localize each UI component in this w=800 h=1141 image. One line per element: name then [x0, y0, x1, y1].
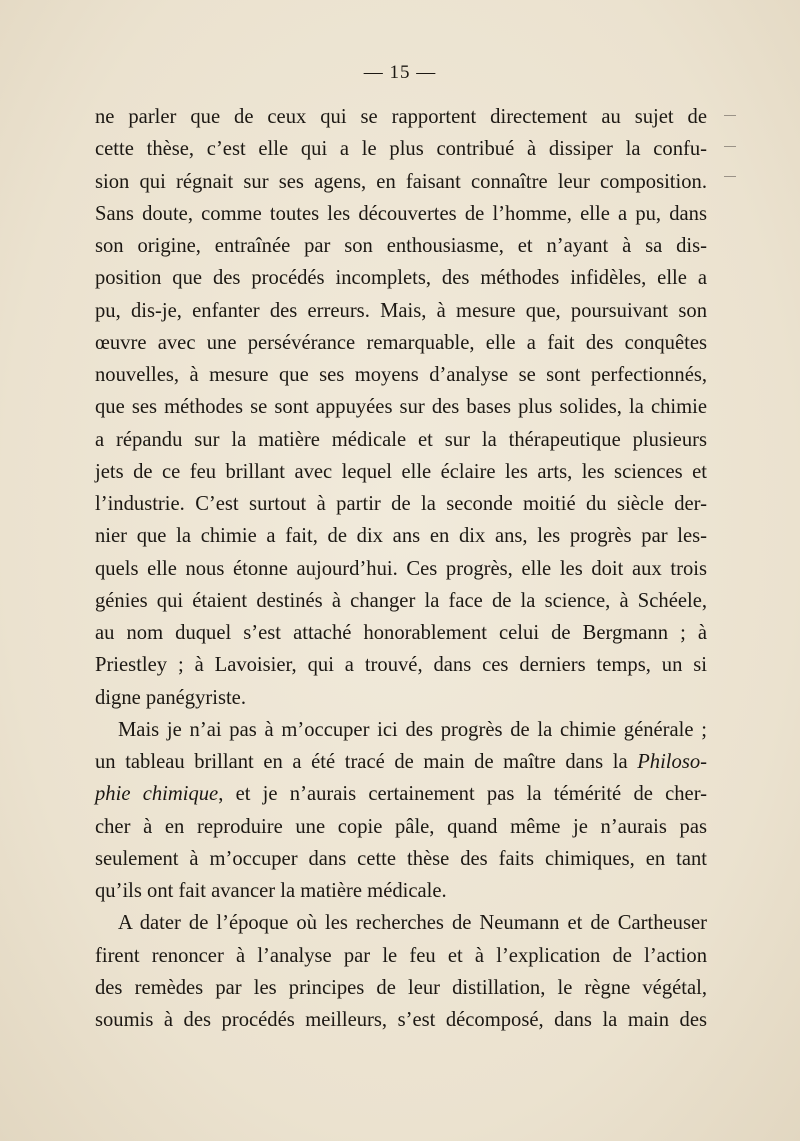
text-line: position que des procédés incomplets, des méthodes infidèles, elle a	[95, 267, 707, 290]
text-line: génies qui étaient destinés à changer la face de la science, à Schéele,	[95, 589, 707, 612]
text-line: quels elle nous étonne aujourd’hui. Ces progrès, elle les doit aux trois	[95, 557, 707, 580]
text-line: cher à en reproduire une copie pâle, quand même je n’aurais pas	[95, 815, 707, 838]
text-line: a répandu sur la matière médicale et sur la thérapeutique plusieurs	[95, 428, 707, 451]
text-line: son origine, entraînée par son enthousiasme, et n’ayant à sa dis-	[95, 235, 707, 257]
margin-mark	[724, 176, 736, 177]
body-text	[95, 101, 707, 1036]
text-line: nier que la chimie a fait, de dix ans en dix ans, les progrès par les-	[95, 525, 707, 548]
text-line: A dater de l’époque où les recherches de Neumann et de Cartheuser	[118, 912, 707, 935]
text-line: jets de ce feu brillant avec lequel elle éclaire les arts, les sciences et	[95, 460, 707, 483]
text-line: firent renoncer à l’analyse par le feu et à l’explication de l’action	[95, 944, 707, 967]
text-line: Sans doute, comme toutes les découvertes de l’homme, elle a pu, dans	[95, 202, 707, 225]
text-line: digne panégyriste.	[95, 686, 246, 709]
page-number: — 15 —	[363, 62, 437, 83]
text-line: qu’ils ont fait avancer la matière médicale.	[95, 880, 447, 902]
text-line: Priestley ; à Lavoisier, qui a trouvé, dans ces derniers temps, un si	[95, 654, 707, 677]
text-line: phie chimique, et je n’aurais certainement pas la témérité de cher-	[95, 783, 707, 806]
text-line: sion qui régnait sur ses agens, en faisant connaître leur composition.	[95, 170, 707, 193]
text-line: œuvre avec une persévérance remarquable, elle a fait des conquêtes	[95, 331, 707, 354]
text-line: Mais je n’ai pas à m’occuper ici des progrès de la chimie générale ;	[118, 718, 707, 741]
text-line: soumis à des procédés meilleurs, s’est décomposé, dans la main des	[95, 1009, 707, 1031]
text-line: seulement à m’occuper dans cette thèse des faits chimiques, en tant	[95, 847, 707, 870]
text-line: ne parler que de ceux qui se rapportent directement au sujet de	[95, 106, 707, 128]
text-line: un tableau brillant en a été tracé de main de maître dans la Philoso-	[95, 751, 707, 773]
margin-mark	[724, 146, 736, 147]
text-line: nouvelles, à mesure que ses moyens d’analyse se sont perfectionnés,	[95, 364, 707, 386]
margin-mark	[724, 115, 736, 116]
text-line: cette thèse, c’est elle qui a le plus contribué à dissiper la confu-	[95, 138, 707, 161]
text-line: des remèdes par les principes de leur distillation, le règne végétal,	[95, 976, 707, 999]
text-line: pu, dis-je, enfanter des erreurs. Mais, à mesure que, poursuivant son	[95, 299, 707, 322]
text-line: au nom duquel s’est attaché honorablement celui de Bergmann ; à	[95, 622, 707, 644]
text-line: l’industrie. C’est surtout à partir de la seconde moitié du siècle der-	[95, 493, 707, 515]
text-line: que ses méthodes se sont appuyées sur des bases plus solides, la chimie	[95, 396, 707, 419]
